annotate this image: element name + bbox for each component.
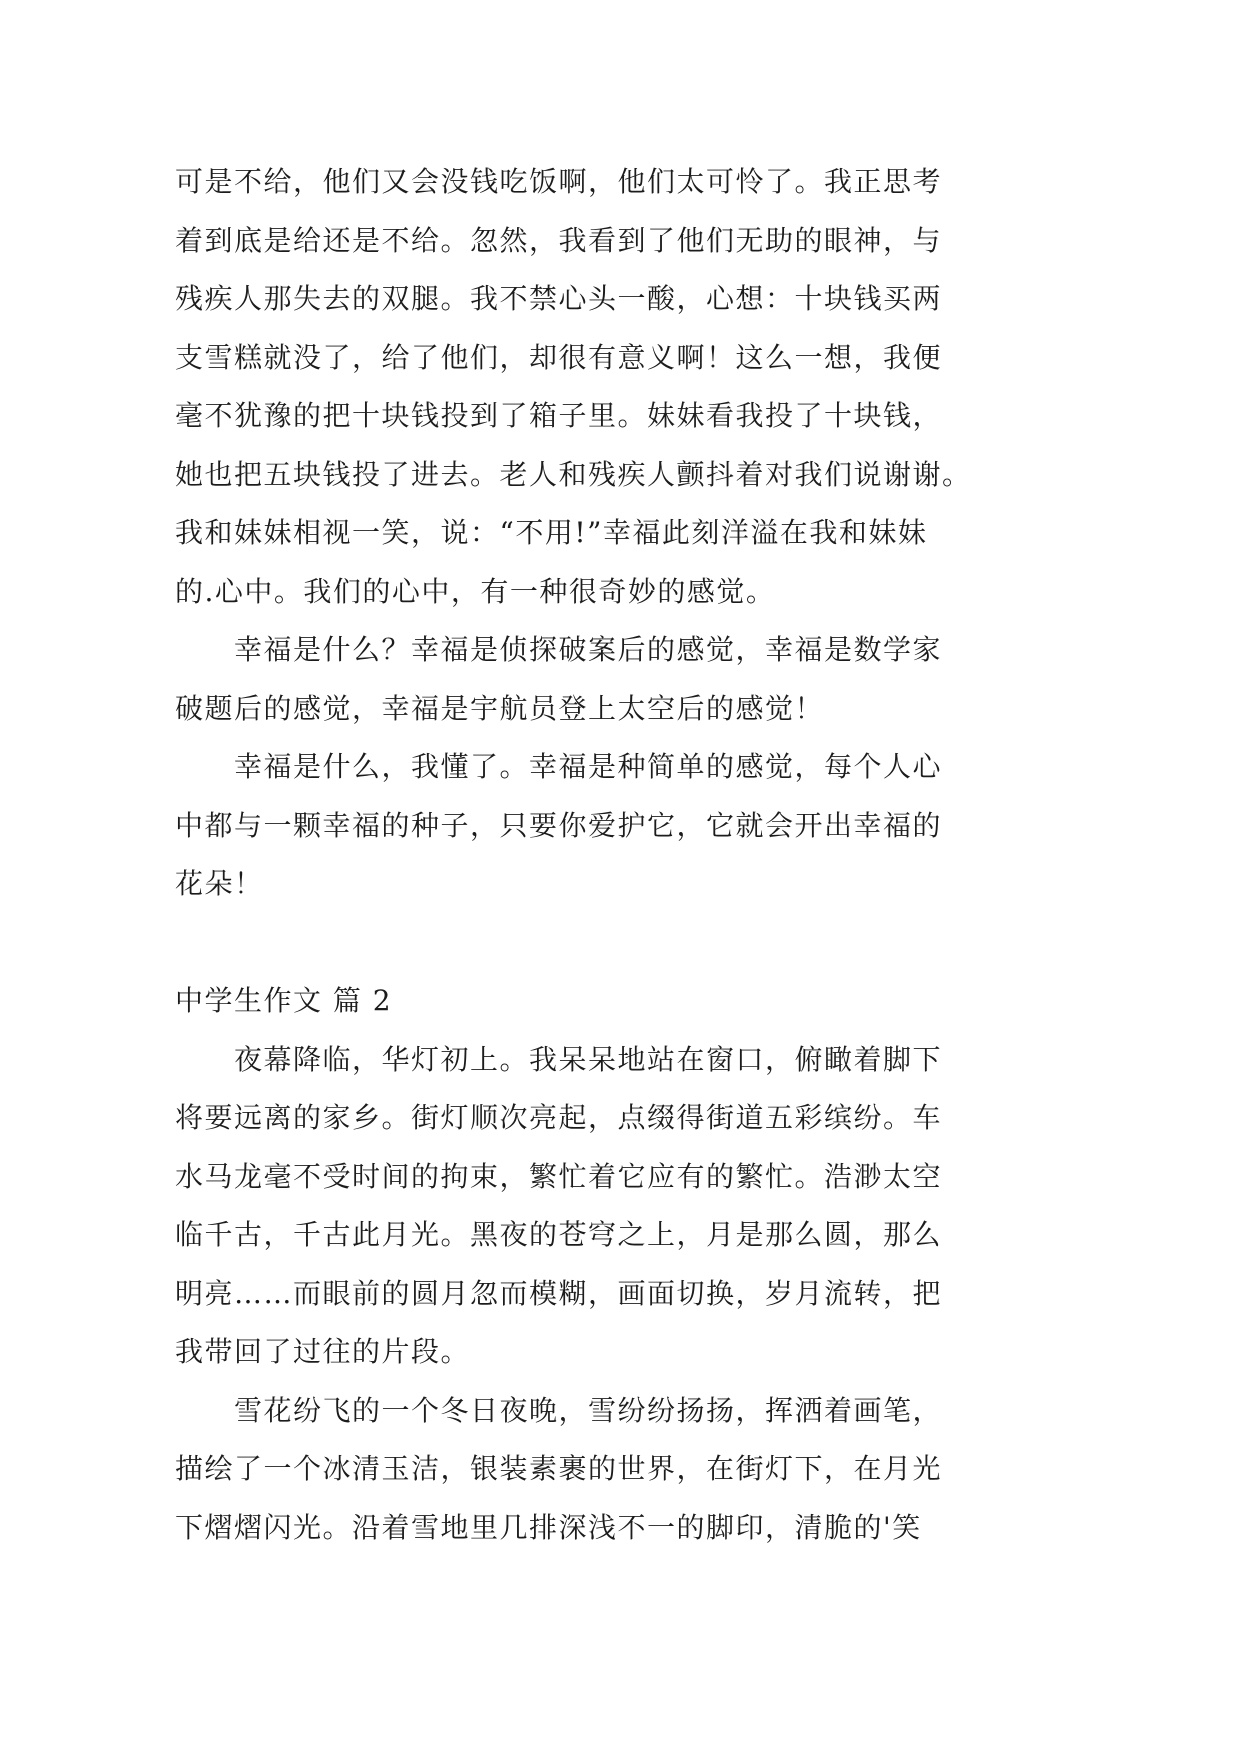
- text-line: 明亮……而眼前的圆月忽而模糊，画面切换，岁月流转，把: [175, 1276, 943, 1310]
- text-line: 她也把五块钱投了进去。老人和残疾人颤抖着对我们说谢谢。: [175, 457, 972, 491]
- text-line: 毫不犹豫的把十块钱投到了箱子里。妹妹看我投了十块钱，: [175, 399, 943, 432]
- text-line: 破题后的感觉，幸福是宇航员登上太空后的感觉！: [175, 691, 825, 725]
- text-line: 将要远离的家乡。街灯顺次亮起，点缀得街道五彩缤纷。车: [175, 1101, 943, 1134]
- text-line: 残疾人那失去的双腿。我不禁心头一酸，心想：十块钱买两: [175, 282, 943, 315]
- text-line: 描绘了一个冰清玉洁，银装素裹的世界，在街灯下，在月光: [175, 1452, 943, 1485]
- section-spacer: [175, 914, 1075, 973]
- text-line: 下熠熠闪光。沿着雪地里几排深浅不一的脚印，清脆的'笑: [175, 1510, 922, 1544]
- paragraph-start-line: 夜幕降临，华灯初上。我呆呆地站在窗口，俯瞰着脚下: [234, 1042, 943, 1076]
- text-line: 水马龙毫不受时间的拘束，繁忙着它应有的繁忙。浩渺太空: [175, 1159, 943, 1193]
- text-line: 临千古，千古此月光。黑夜的苍穹之上，月是那么圆，那么: [175, 1218, 943, 1251]
- text-line: 中都与一颗幸福的种子，只要你爱护它，它就会开出幸福的: [175, 808, 943, 842]
- text-line: 着到底是给还是不给。忽然，我看到了他们无助的眼神，与: [175, 223, 943, 257]
- paragraph-start-line: 幸福是什么，我懂了。幸福是种简单的感觉，每个人心: [234, 750, 943, 783]
- text-line: 支雪糕就没了，给了他们，却很有意义啊！这么一想，我便: [175, 340, 943, 374]
- essay-body: [175, 153, 1075, 1557]
- text-line: 花朵！: [175, 867, 264, 900]
- text-line: 的.心中。我们的心中，有一种很奇妙的感觉。: [175, 574, 776, 608]
- text-line: 我和妹妹相视一笑，说：“不用!”幸福此刻洋溢在我和妹妹: [175, 516, 928, 549]
- paragraph-start-line: 幸福是什么？幸福是侦探破案后的感觉，幸福是数学家: [234, 633, 943, 666]
- text-line: 可是不给，他们又会没钱吃饭啊，他们太可怜了。我正思考: [175, 165, 943, 198]
- paragraph-start-line: 雪花纷飞的一个冬日夜晚，雪纷纷扬扬，挥洒着画笔，: [234, 1393, 943, 1427]
- section-heading: 中学生作文 篇 2: [175, 984, 393, 1017]
- text-line: 我带回了过往的片段。: [175, 1335, 471, 1368]
